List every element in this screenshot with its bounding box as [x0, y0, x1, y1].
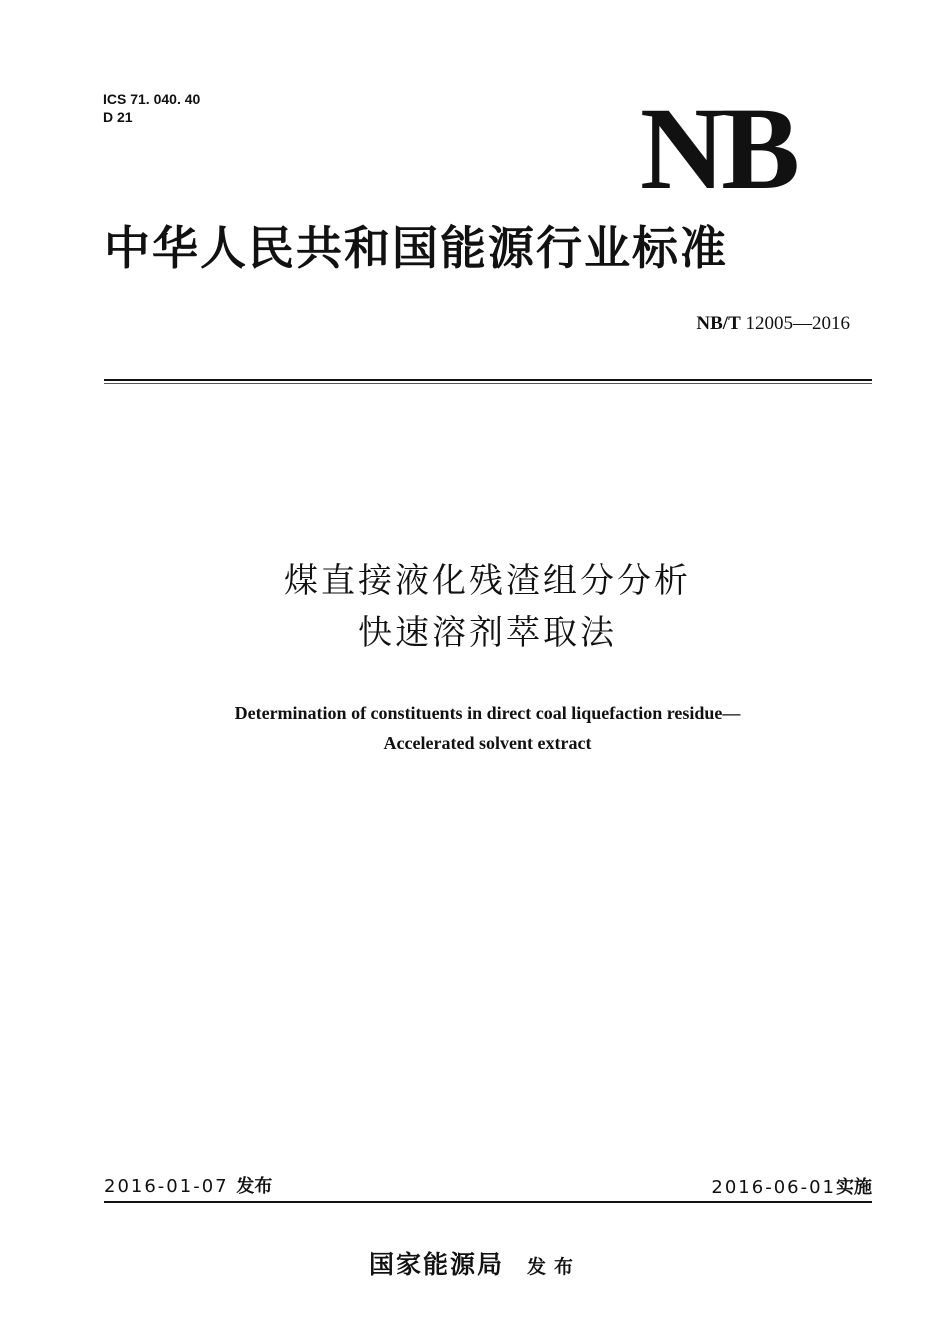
ics-classification [103, 90, 200, 126]
title-english-line1: Determination of constituents in direct coal liquefaction residue— [234, 703, 741, 723]
publisher-action: 发布 [527, 1256, 582, 1278]
standard-org-title: 中华人民共和国能源行业标准 [104, 221, 728, 275]
title-chinese-line1: 煤直接液化残渣组分分析 [284, 561, 691, 601]
top-divider-thin [104, 383, 872, 384]
issue-date [104, 1176, 272, 1198]
publisher [0, 1245, 950, 1281]
issue-date-label: 发布 [236, 1176, 273, 1197]
title-chinese [0, 555, 950, 659]
classification-code: D 21 [103, 109, 133, 125]
bottom-divider [104, 1201, 872, 1203]
publisher-name: 国家能源局 [368, 1250, 504, 1279]
implement-date-value: 2016-06-01 [711, 1177, 836, 1198]
implement-date-label: 实施 [836, 1177, 872, 1198]
nb-logo: NB [640, 83, 796, 214]
issue-date-value: 2016-01-07 [104, 1176, 229, 1197]
top-divider [104, 379, 872, 381]
ics-code: ICS 71. 040. 40 [103, 91, 201, 107]
standard-number-prefix: NB/T [696, 313, 741, 334]
implement-date [711, 1177, 872, 1199]
standard-number [696, 313, 850, 335]
title-english [0, 698, 950, 758]
title-chinese-line2: 快速溶剂萃取法 [358, 613, 617, 653]
title-english-line2: Accelerated solvent extract [383, 733, 592, 753]
standard-number-value: 12005—2016 [745, 313, 850, 334]
